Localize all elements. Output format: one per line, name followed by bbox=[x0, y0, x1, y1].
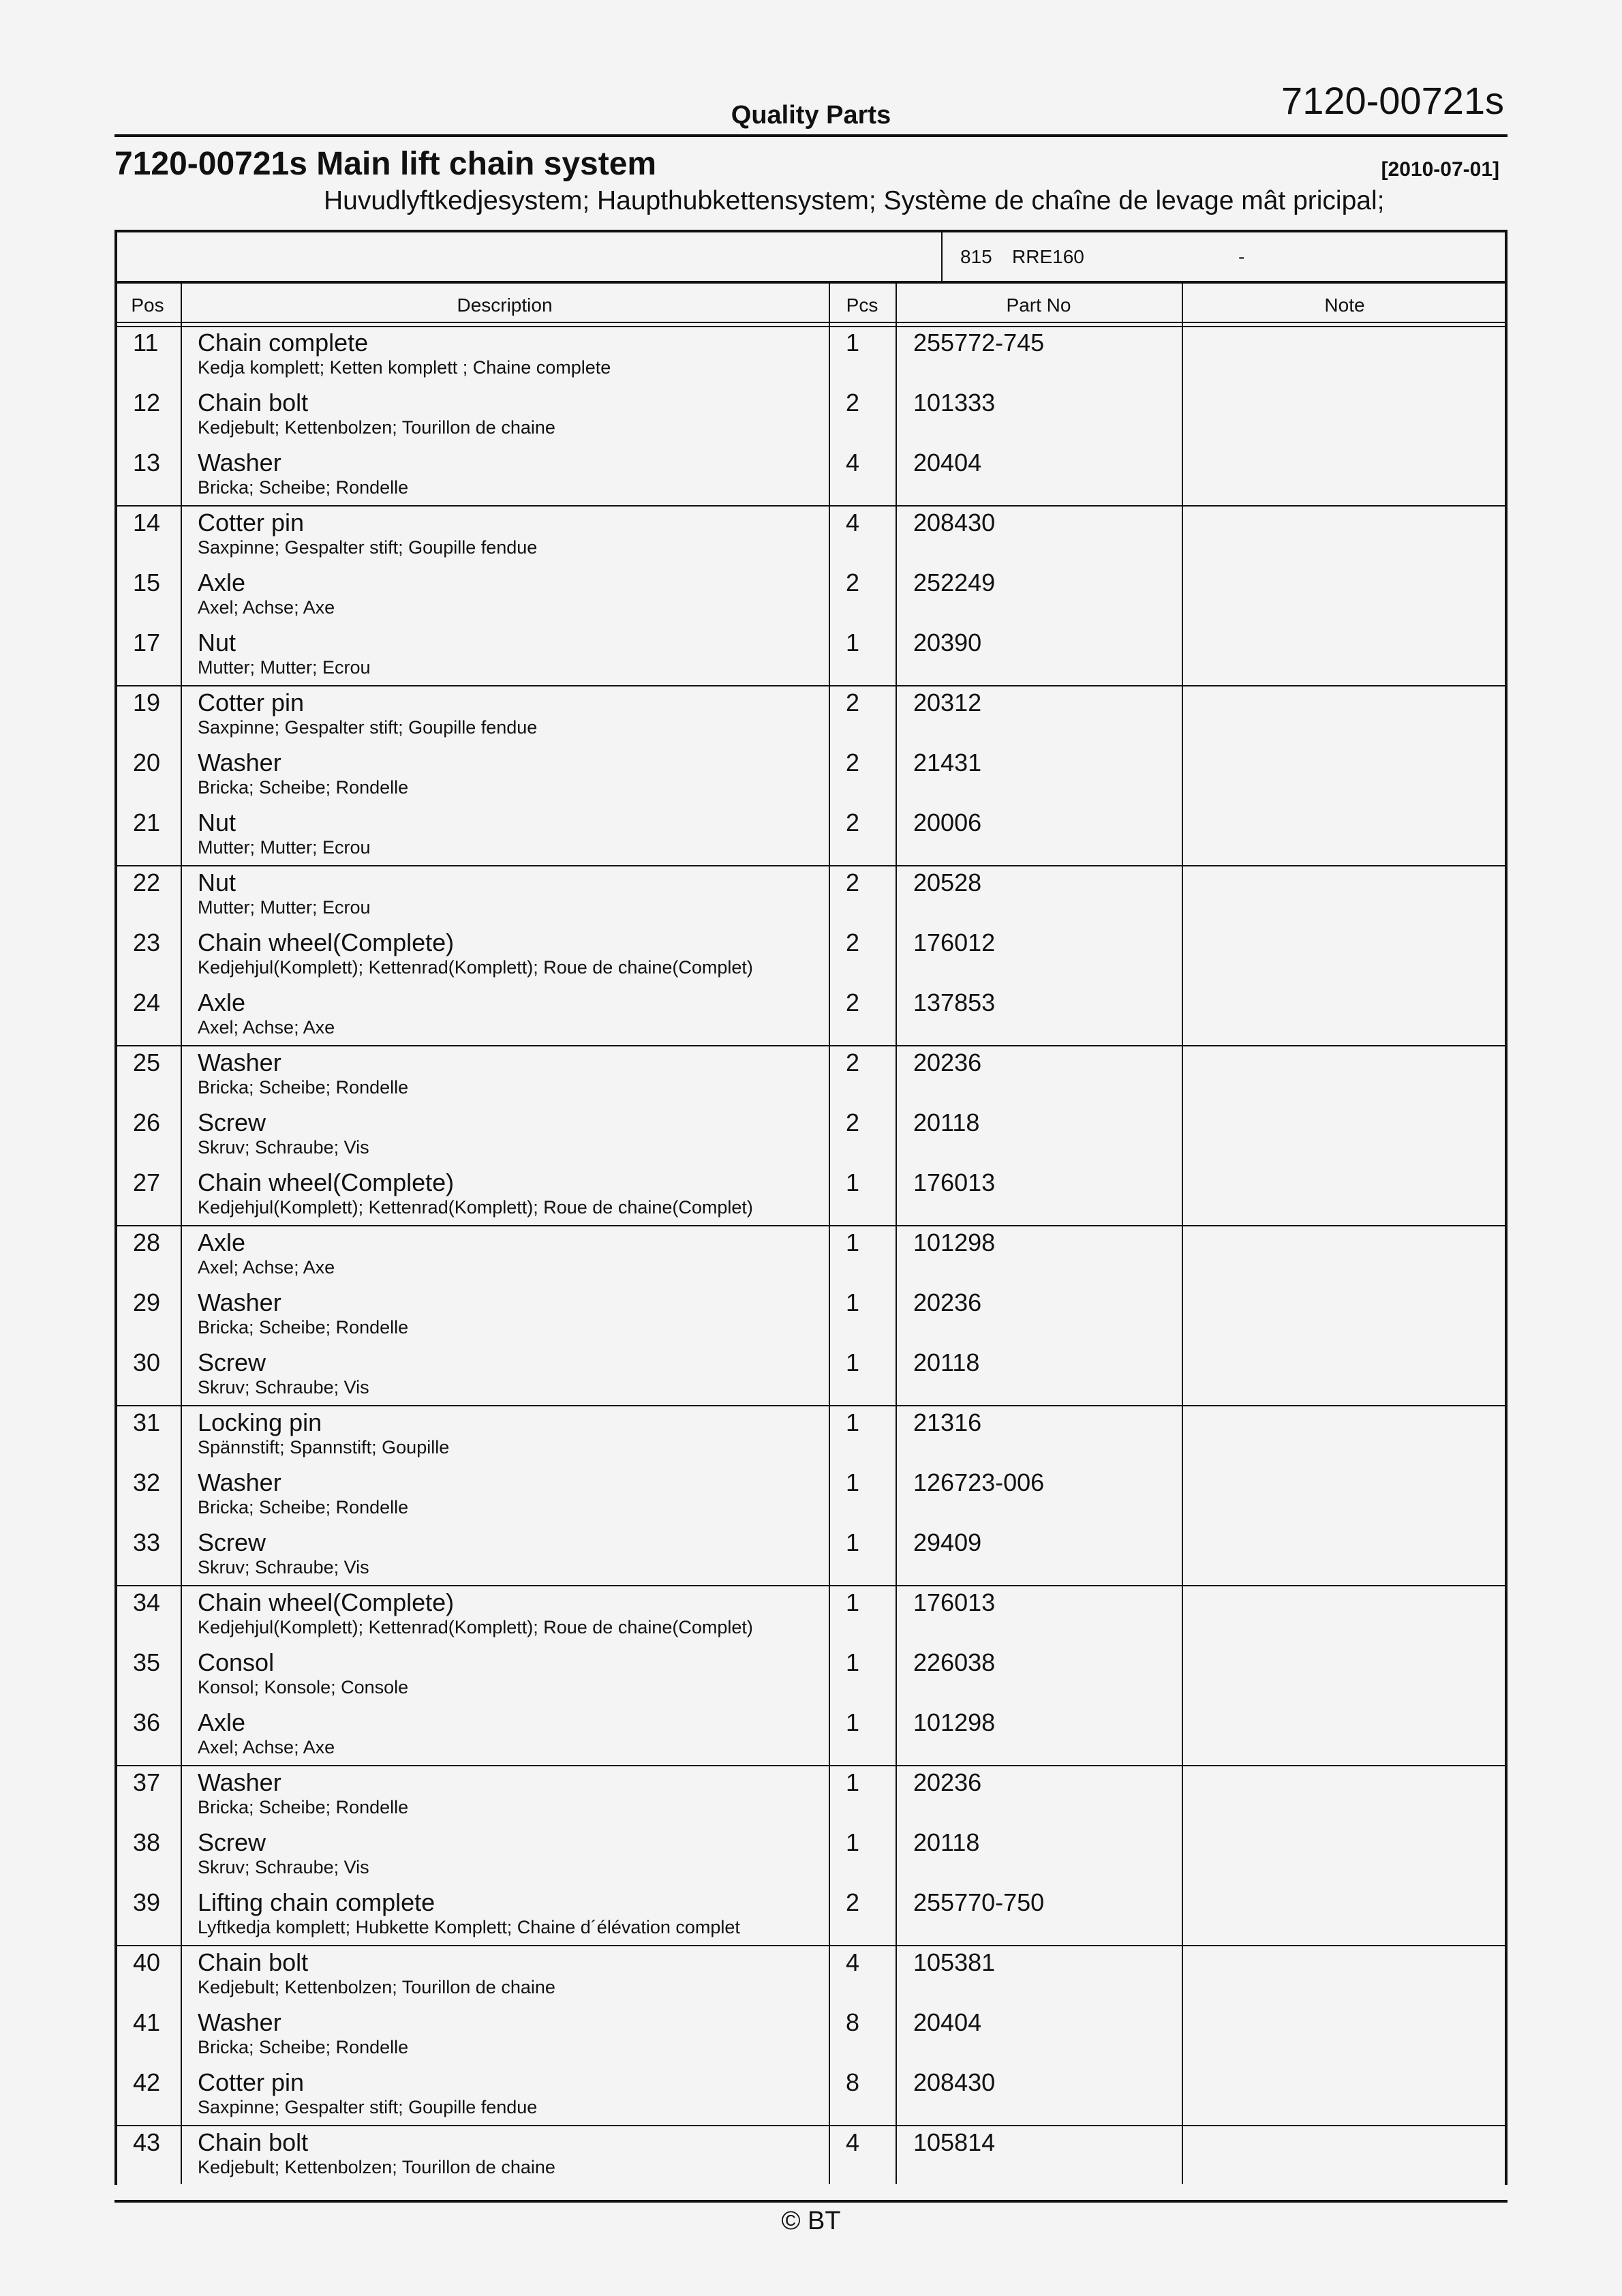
row-pos: 30 bbox=[133, 1348, 161, 1376]
row-part-number: 20236 bbox=[913, 1048, 982, 1076]
row-translation: Kedjehjul(Komplett); Kettenrad(Komplett); Roue de chaine(Complet) bbox=[198, 1197, 753, 1218]
table-row bbox=[114, 1348, 1508, 1408]
row-translation: Bricka; Scheibe; Rondelle bbox=[198, 1317, 409, 1338]
column-header-note: Note bbox=[1324, 294, 1365, 316]
section-subtitle: Huvudlyftkedjesystem; Haupthubkettensystem; Système de chaîne de levage mât pricipal; bbox=[324, 186, 1385, 215]
row-part-number: 101298 bbox=[913, 1228, 996, 1256]
row-part-number: 255770-750 bbox=[913, 1888, 1045, 1916]
row-description: Washer bbox=[198, 449, 281, 477]
row-description: Axle bbox=[198, 1708, 246, 1736]
column-header-divider-double bbox=[114, 326, 1508, 327]
row-translation: Kedja komplett; Ketten komplett ; Chaine complete bbox=[198, 357, 611, 378]
row-pcs: 1 bbox=[846, 1828, 860, 1856]
row-pos: 20 bbox=[133, 749, 161, 776]
row-pos: 33 bbox=[133, 1528, 161, 1556]
row-description: Cotter pin bbox=[198, 2068, 305, 2096]
group-divider bbox=[114, 1765, 1508, 1766]
row-pcs: 1 bbox=[846, 1468, 860, 1496]
column-header-partno: Part No bbox=[1006, 294, 1071, 316]
row-pcs: 2 bbox=[846, 928, 860, 956]
group-divider bbox=[114, 1585, 1508, 1586]
row-pcs: 4 bbox=[846, 449, 860, 477]
row-part-number: 226038 bbox=[913, 1648, 996, 1676]
row-pcs: 1 bbox=[846, 1228, 860, 1256]
row-translation: Bricka; Scheibe; Rondelle bbox=[198, 1077, 409, 1098]
row-pcs: 2 bbox=[846, 1108, 860, 1136]
row-translation: Spännstift; Spannstift; Goupille bbox=[198, 1437, 450, 1457]
row-pcs: 2 bbox=[846, 1888, 860, 1916]
row-translation: Skruv; Schraube; Vis bbox=[198, 1557, 369, 1577]
table-row bbox=[114, 809, 1508, 868]
table-row bbox=[114, 1948, 1508, 2008]
group-divider bbox=[114, 685, 1508, 686]
row-pcs: 1 bbox=[846, 1528, 860, 1556]
row-part-number: 20006 bbox=[913, 809, 982, 836]
row-part-number: 101333 bbox=[913, 389, 996, 417]
row-description: Washer bbox=[198, 2008, 281, 2036]
row-description: Nut bbox=[198, 868, 236, 896]
group-divider bbox=[114, 2125, 1508, 2126]
row-description: Cotter pin bbox=[198, 509, 305, 537]
row-translation: Kedjebult; Kettenbolzen; Tourillon de chaine bbox=[198, 2157, 555, 2177]
row-translation: Saxpinne; Gespalter stift; Goupille fendue bbox=[198, 2097, 538, 2117]
group-divider bbox=[114, 1225, 1508, 1226]
table-row bbox=[114, 1888, 1508, 1948]
row-description: Nut bbox=[198, 809, 236, 836]
row-part-number: 21316 bbox=[913, 1408, 982, 1436]
row-pos: 25 bbox=[133, 1048, 161, 1076]
row-description: Washer bbox=[198, 1468, 281, 1496]
row-pcs: 2 bbox=[846, 689, 860, 716]
group-divider bbox=[114, 1045, 1508, 1046]
row-translation: Bricka; Scheibe; Rondelle bbox=[198, 477, 409, 498]
row-pos: 26 bbox=[133, 1108, 161, 1136]
row-translation: Kedjebult; Kettenbolzen; Tourillon de chaine bbox=[198, 1977, 555, 1997]
row-translation: Axel; Achse; Axe bbox=[198, 1737, 335, 1757]
column-header-pcs: Pcs bbox=[846, 294, 878, 316]
model-number: 815 bbox=[960, 246, 992, 267]
row-pcs: 4 bbox=[846, 509, 860, 537]
row-translation: Skruv; Schraube; Vis bbox=[198, 1137, 369, 1158]
row-pos: 12 bbox=[133, 389, 161, 417]
row-pcs: 1 bbox=[846, 629, 860, 656]
row-pcs: 1 bbox=[846, 1288, 860, 1316]
group-divider bbox=[114, 1945, 1508, 1946]
row-pcs: 1 bbox=[846, 1768, 860, 1796]
row-translation: Saxpinne; Gespalter stift; Goupille fendue bbox=[198, 717, 538, 738]
row-pos: 27 bbox=[133, 1168, 161, 1196]
column-header-divider bbox=[114, 322, 1508, 323]
row-pcs: 4 bbox=[846, 1948, 860, 1976]
table-row bbox=[114, 868, 1508, 928]
table-row bbox=[114, 1648, 1508, 1708]
row-pos: 32 bbox=[133, 1468, 161, 1496]
row-pcs: 1 bbox=[846, 1408, 860, 1436]
row-part-number: 20528 bbox=[913, 868, 982, 896]
table-row bbox=[114, 2128, 1508, 2188]
table-row bbox=[114, 509, 1508, 569]
table-row bbox=[114, 1228, 1508, 1288]
row-translation: Bricka; Scheibe; Rondelle bbox=[198, 2037, 409, 2057]
row-translation: Axel; Achse; Axe bbox=[198, 597, 335, 618]
row-pcs: 1 bbox=[846, 1348, 860, 1376]
row-pos: 11 bbox=[133, 329, 159, 357]
row-part-number: 137853 bbox=[913, 988, 996, 1016]
table-row bbox=[114, 988, 1508, 1048]
row-description: Screw bbox=[198, 1348, 266, 1376]
row-pos: 43 bbox=[133, 2128, 161, 2156]
row-pos: 19 bbox=[133, 689, 161, 716]
table-row bbox=[114, 1168, 1508, 1228]
row-part-number: 20118 bbox=[913, 1348, 980, 1376]
row-description: Consol bbox=[198, 1648, 275, 1676]
group-divider bbox=[114, 865, 1508, 866]
table-row bbox=[114, 569, 1508, 629]
row-pos: 31 bbox=[133, 1408, 161, 1436]
row-pos: 22 bbox=[133, 868, 161, 896]
group-divider bbox=[114, 1405, 1508, 1406]
row-translation: Mutter; Mutter; Ecrou bbox=[198, 897, 371, 918]
row-pos: 38 bbox=[133, 1828, 161, 1856]
table-row bbox=[114, 1768, 1508, 1828]
row-pos: 29 bbox=[133, 1288, 161, 1316]
row-part-number: 20236 bbox=[913, 1768, 982, 1796]
row-pos: 17 bbox=[133, 629, 161, 656]
row-translation: Bricka; Scheibe; Rondelle bbox=[198, 1797, 409, 1817]
row-translation: Mutter; Mutter; Ecrou bbox=[198, 837, 371, 858]
row-translation: Bricka; Scheibe; Rondelle bbox=[198, 777, 409, 798]
row-part-number: 20390 bbox=[913, 629, 982, 656]
section-date: [2010-07-01] bbox=[1381, 158, 1499, 181]
row-pos: 21 bbox=[133, 809, 161, 836]
group-divider bbox=[114, 505, 1508, 507]
row-part-number: 20118 bbox=[913, 1108, 980, 1136]
table-row bbox=[114, 1588, 1508, 1648]
row-description: Chain wheel(Complete) bbox=[198, 1168, 455, 1196]
row-pcs: 1 bbox=[846, 329, 860, 357]
model-box bbox=[941, 232, 1506, 281]
row-part-number: 101298 bbox=[913, 1708, 996, 1736]
row-pos: 34 bbox=[133, 1588, 161, 1616]
row-translation: Konsol; Konsole; Console bbox=[198, 1677, 409, 1697]
row-pcs: 2 bbox=[846, 809, 860, 836]
row-translation: Bricka; Scheibe; Rondelle bbox=[198, 1497, 409, 1517]
row-part-number: 20118 bbox=[913, 1828, 980, 1856]
row-part-number: 21431 bbox=[913, 749, 982, 776]
row-translation: Axel; Achse; Axe bbox=[198, 1257, 335, 1278]
row-pcs: 1 bbox=[846, 1588, 860, 1616]
row-description: Chain bolt bbox=[198, 389, 309, 417]
table-row bbox=[114, 1528, 1508, 1588]
table-row bbox=[114, 329, 1508, 389]
row-part-number: 126723-006 bbox=[913, 1468, 1045, 1496]
model-note: - bbox=[1238, 246, 1245, 267]
section-title: 7120-00721s Main lift chain system bbox=[114, 146, 657, 182]
row-description: Screw bbox=[198, 1108, 266, 1136]
row-pcs: 1 bbox=[846, 1708, 860, 1736]
header-divider bbox=[114, 134, 1508, 137]
model-divider bbox=[114, 281, 1508, 284]
row-pos: 39 bbox=[133, 1888, 161, 1916]
row-description: Chain bolt bbox=[198, 2128, 309, 2156]
header-title: Quality Parts bbox=[731, 101, 891, 130]
row-part-number: 176013 bbox=[913, 1588, 996, 1616]
row-part-number: 208430 bbox=[913, 2068, 996, 2096]
table-row bbox=[114, 928, 1508, 988]
row-part-number: 20312 bbox=[913, 689, 982, 716]
row-pcs: 2 bbox=[846, 988, 860, 1016]
row-translation: Skruv; Schraube; Vis bbox=[198, 1377, 369, 1398]
table-row bbox=[114, 749, 1508, 809]
row-pcs: 2 bbox=[846, 569, 860, 596]
row-translation: Skruv; Schraube; Vis bbox=[198, 1857, 369, 1877]
row-description: Nut bbox=[198, 629, 236, 656]
table-row bbox=[114, 449, 1508, 509]
row-description: Washer bbox=[198, 1768, 281, 1796]
table-row bbox=[114, 1468, 1508, 1528]
row-description: Cotter pin bbox=[198, 689, 305, 716]
row-part-number: 105814 bbox=[913, 2128, 996, 2156]
row-translation: Saxpinne; Gespalter stift; Goupille fendue bbox=[198, 537, 538, 558]
row-part-number: 176012 bbox=[913, 928, 996, 956]
row-pos: 13 bbox=[133, 449, 161, 477]
row-part-number: 20404 bbox=[913, 2008, 982, 2036]
row-pos: 41 bbox=[133, 2008, 161, 2036]
row-translation: Kedjebult; Kettenbolzen; Tourillon de chaine bbox=[198, 417, 555, 438]
row-description: Chain complete bbox=[198, 329, 369, 357]
row-description: Chain bolt bbox=[198, 1948, 309, 1976]
table-row bbox=[114, 1288, 1508, 1348]
row-pos: 15 bbox=[133, 569, 161, 596]
table-row bbox=[114, 2008, 1508, 2068]
row-pcs: 1 bbox=[846, 1168, 860, 1196]
row-description: Chain wheel(Complete) bbox=[198, 1588, 455, 1616]
row-part-number: 208430 bbox=[913, 509, 996, 537]
row-translation: Lyftkedja komplett; Hubkette Komplett; Chaine d´élévation complet bbox=[198, 1917, 740, 1937]
footer-divider bbox=[114, 2200, 1508, 2203]
model-name: RRE160 bbox=[1012, 246, 1084, 267]
row-pos: 35 bbox=[133, 1648, 161, 1676]
row-description: Washer bbox=[198, 749, 281, 776]
row-pos: 37 bbox=[133, 1768, 161, 1796]
row-pos: 24 bbox=[133, 988, 161, 1016]
row-pos: 40 bbox=[133, 1948, 161, 1976]
row-part-number: 255772-745 bbox=[913, 329, 1045, 357]
row-translation: Mutter; Mutter; Ecrou bbox=[198, 657, 371, 678]
row-part-number: 20236 bbox=[913, 1288, 982, 1316]
row-translation: Axel; Achse; Axe bbox=[198, 1017, 335, 1038]
column-header-pos: Pos bbox=[131, 294, 164, 316]
row-pcs: 8 bbox=[846, 2008, 860, 2036]
row-pcs: 4 bbox=[846, 2128, 860, 2156]
table-row bbox=[114, 2068, 1508, 2128]
table-row bbox=[114, 1048, 1508, 1108]
row-description: Washer bbox=[198, 1048, 281, 1076]
table-row bbox=[114, 389, 1508, 449]
row-description: Axle bbox=[198, 569, 246, 596]
row-part-number: 176013 bbox=[913, 1168, 996, 1196]
row-pcs: 1 bbox=[846, 1648, 860, 1676]
table-row bbox=[114, 629, 1508, 689]
document-id: 7120-00721s bbox=[1281, 79, 1504, 122]
row-description: Locking pin bbox=[198, 1408, 322, 1436]
row-part-number: 20404 bbox=[913, 449, 982, 477]
row-pcs: 2 bbox=[846, 868, 860, 896]
table-row bbox=[114, 1408, 1508, 1468]
table-row bbox=[114, 689, 1508, 749]
row-part-number: 29409 bbox=[913, 1528, 982, 1556]
row-pos: 28 bbox=[133, 1228, 161, 1256]
row-part-number: 252249 bbox=[913, 569, 996, 596]
row-pcs: 8 bbox=[846, 2068, 860, 2096]
row-description: Washer bbox=[198, 1288, 281, 1316]
table-row bbox=[114, 1108, 1508, 1168]
footer-copyright: © BT bbox=[781, 2207, 841, 2235]
row-translation: Kedjehjul(Komplett); Kettenrad(Komplett); Roue de chaine(Complet) bbox=[198, 1617, 753, 1637]
row-description: Chain wheel(Complete) bbox=[198, 928, 455, 956]
column-header-description: Description bbox=[457, 294, 553, 316]
row-translation: Kedjehjul(Komplett); Kettenrad(Komplett); Roue de chaine(Complet) bbox=[198, 957, 753, 978]
row-part-number: 105381 bbox=[913, 1948, 996, 1976]
row-pcs: 2 bbox=[846, 1048, 860, 1076]
row-pos: 36 bbox=[133, 1708, 161, 1736]
row-description: Lifting chain complete bbox=[198, 1888, 435, 1916]
table-row bbox=[114, 1708, 1508, 1768]
row-description: Screw bbox=[198, 1828, 266, 1856]
row-pos: 42 bbox=[133, 2068, 161, 2096]
row-description: Axle bbox=[198, 1228, 246, 1256]
row-pcs: 2 bbox=[846, 389, 860, 417]
row-description: Axle bbox=[198, 988, 246, 1016]
table-row bbox=[114, 1828, 1508, 1888]
row-pos: 23 bbox=[133, 928, 161, 956]
row-pcs: 2 bbox=[846, 749, 860, 776]
row-pos: 14 bbox=[133, 509, 161, 537]
row-description: Screw bbox=[198, 1528, 266, 1556]
